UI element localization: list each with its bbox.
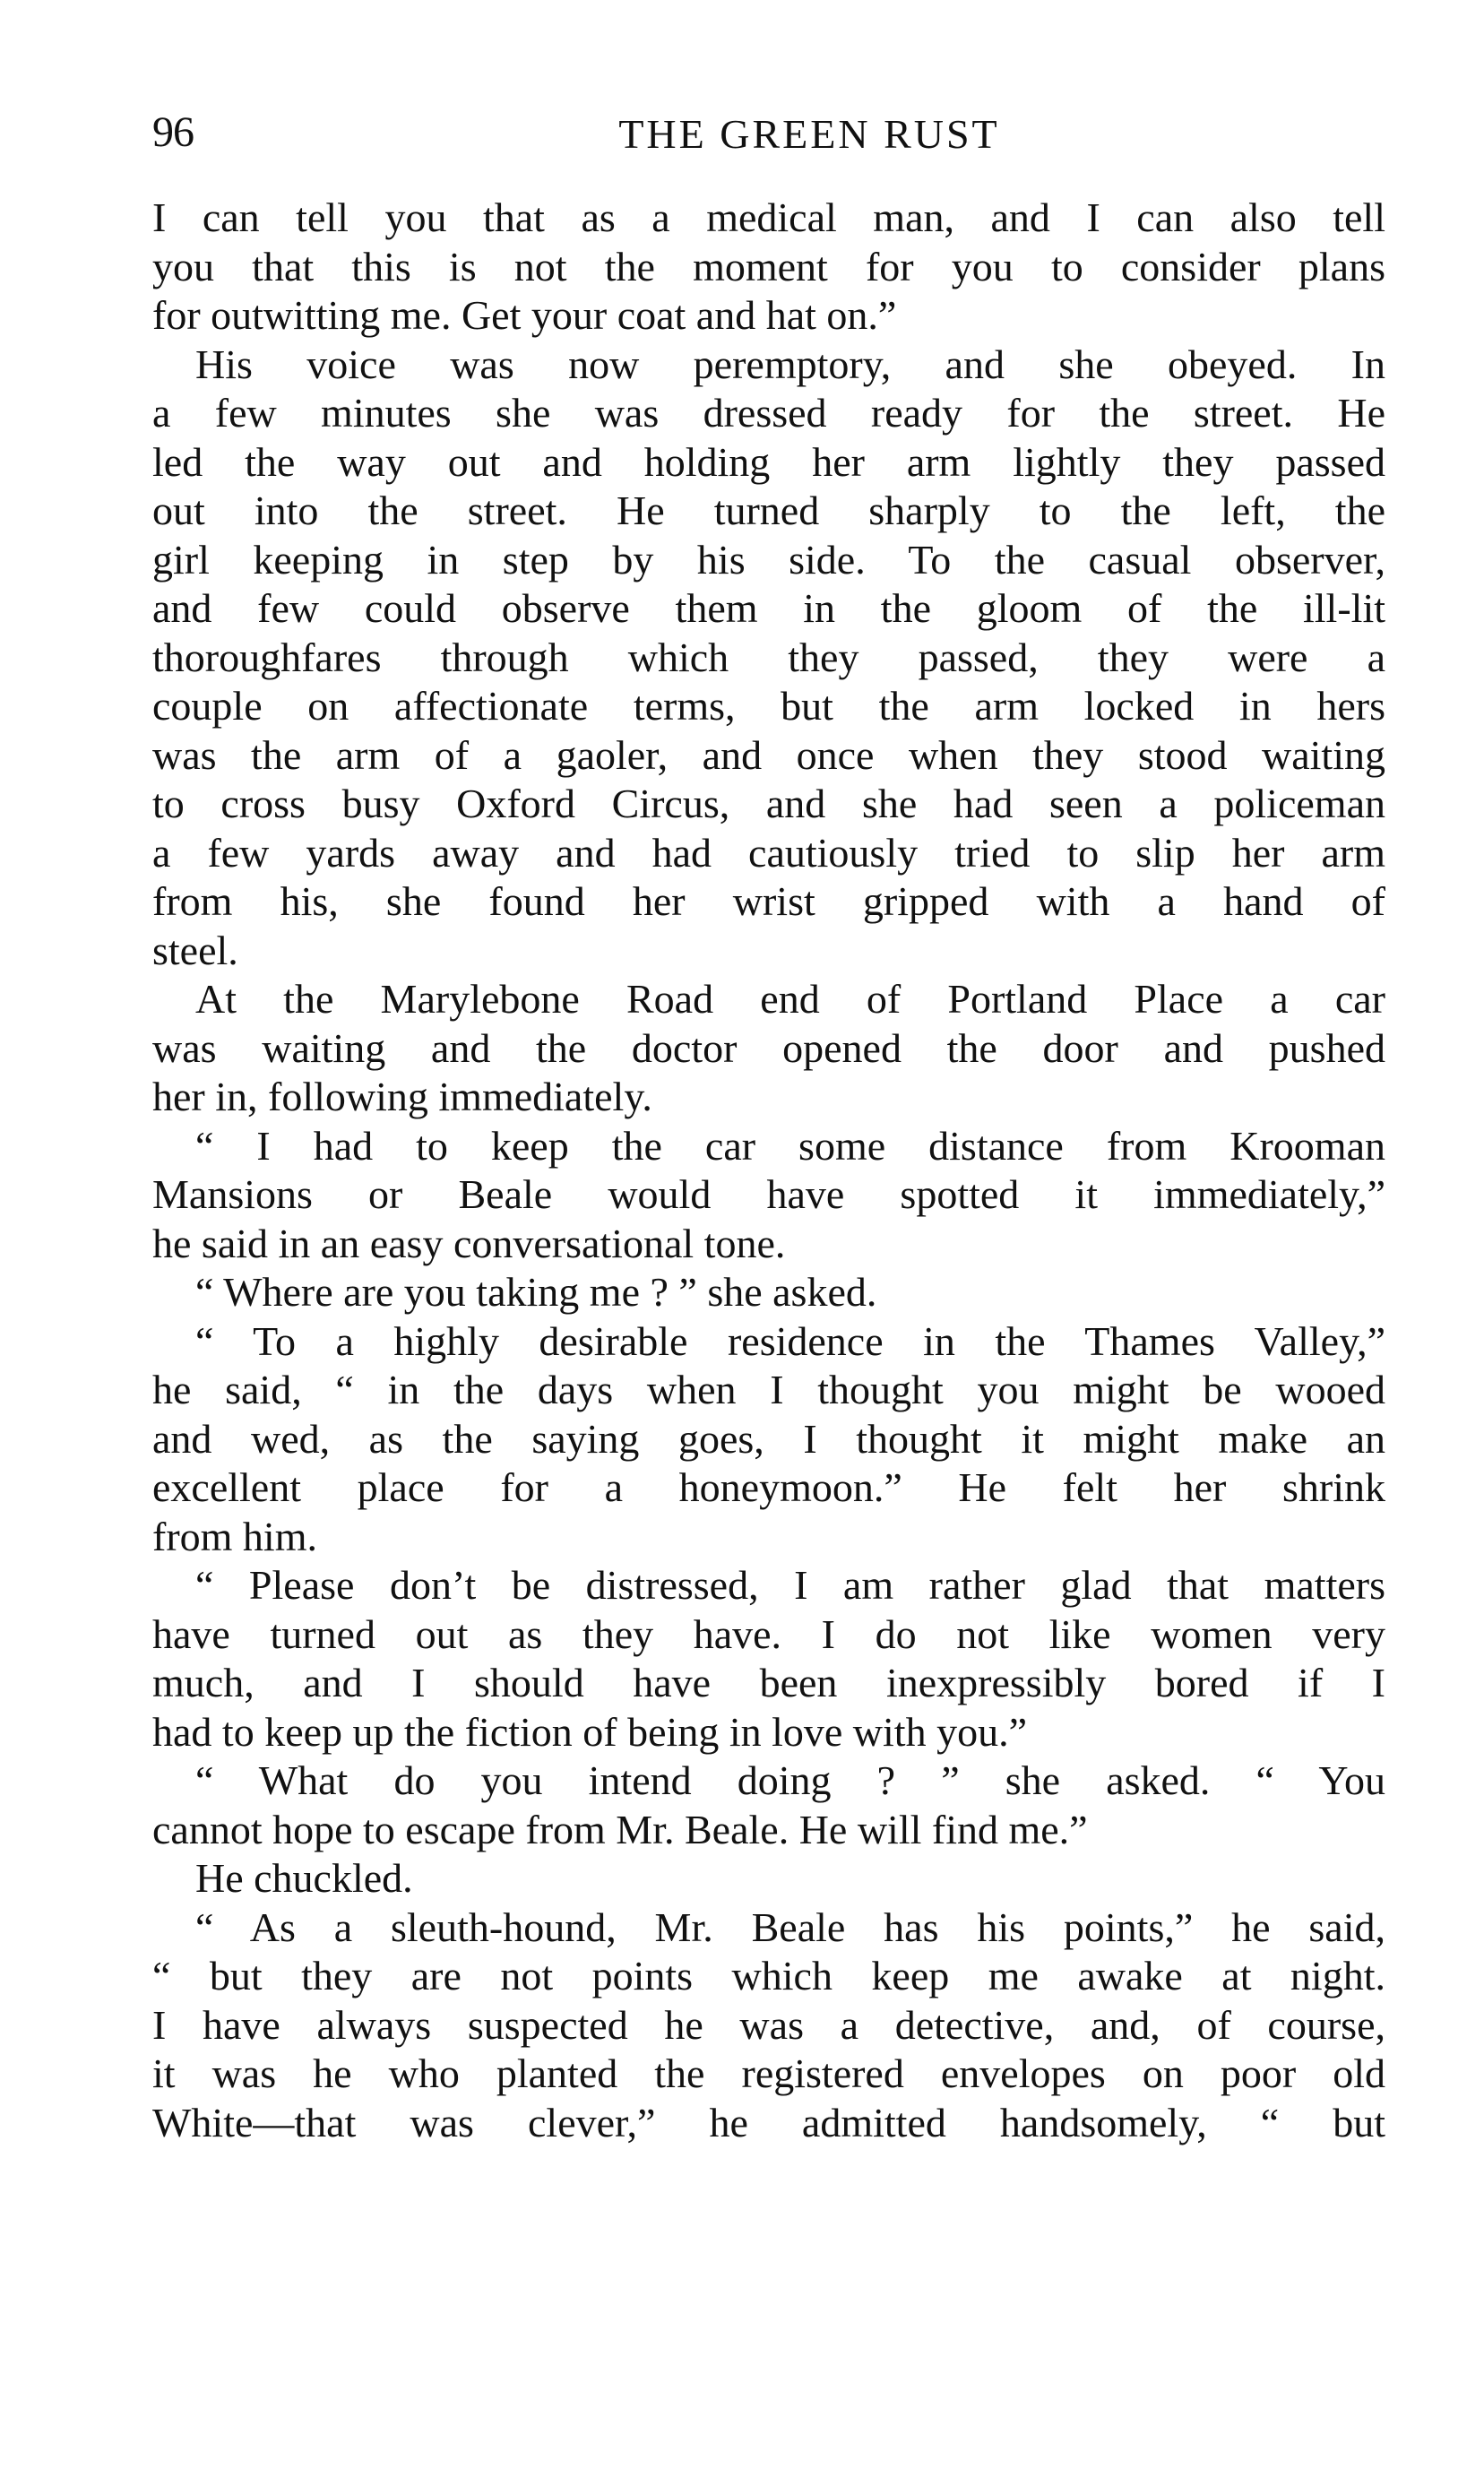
text-line: much, and I should have been inexpressibly bored if I [152,1660,1385,1705]
text-line: a few minutes she was dressed ready for the street. He [152,390,1385,436]
page-number: 96 [152,108,194,156]
text-line: “ but they are not points which keep me awake at night. [152,1953,1385,1998]
text-line: and wed, as the saying goes, I thought it might make an [152,1415,1385,1462]
text-line: His voice was now peremptory, and she obeyed. In [195,341,1385,387]
text-line: from his, she found her wrist gripped with a hand of [152,878,1385,924]
text-line: “ To a highly desirable residence in the Thames Valley,” [195,1317,1385,1364]
text-line: girl keeping in step by his side. To the casual observer, [152,536,1385,583]
text-line: I can tell you that as a medical man, and I can also tell [152,194,1385,240]
text-line: thoroughfares through which they passed, they were a [152,634,1385,680]
text-line: “ What do you intend doing ? ” she asked. “ You [195,1757,1385,1803]
text-line: for outwitting me. Get your coat and hat on.” [152,292,897,338]
text-line: I have always suspected he was a detective, and, of course, [152,2001,1385,2048]
text-line: “ I had to keep the car some distance from Krooman [195,1122,1385,1169]
text-line: he said, “ in the days when I thought you might be wooed [152,1367,1385,1412]
text-line: her in, following immediately. [152,1074,652,1119]
text-line: have turned out as they have. I do not like women very [152,1610,1385,1657]
text-line: you that this is not the moment for you to consider plans [152,243,1385,289]
text-line: was waiting and the doctor opened the door and pushed [152,1024,1385,1071]
text-line: steel. [152,927,238,973]
text-line: White—that was clever,” he admitted handsomely, “ but [152,2099,1385,2145]
text-line: was the arm of a gaoler, and once when they stood waiting [152,731,1385,778]
text-line: he said in an easy conversational tone. [152,1220,786,1266]
page-header [152,97,1385,168]
text-line: excellent place for a honeymoon.” He felt her shrink [152,1464,1385,1510]
text-line: He chuckled. [195,1855,413,1901]
text-line: Mansions or Beale would have spotted it immediately,” [152,1171,1385,1217]
text-line: it was he who planted the registered envelopes on poor old [152,2050,1385,2096]
text-line: out into the street. He turned sharply to the left, the [152,488,1385,533]
text-line: from him. [152,1513,317,1559]
text-line: couple on affectionate terms, but the arm locked in hers [152,683,1385,729]
text-line: and few could observe them in the gloom of the ill-lit [152,585,1385,631]
text-line: to cross busy Oxford Circus, and she had seen a policeman [152,781,1385,826]
text-line: “ As a sleuth-hound, Mr. Beale has his points,” he said, [195,1903,1385,1950]
running-title: THE GREEN RUST [618,111,1000,157]
text-line: “ Where are you taking me ? ” she asked. [195,1269,877,1315]
text-line: “ Please don’t be distressed, I am rather glad that matters [195,1562,1385,1608]
text-line: had to keep up the fiction of being in love with you.” [152,1708,1027,1755]
text-line: At the Marylebone Road end of Portland Place a car [195,976,1385,1022]
text-line: led the way out and holding her arm lightly they passed [152,438,1385,485]
text-line: a few yards away and had cautiously tried to slip her arm [152,829,1385,876]
text-line: cannot hope to escape from Mr. Beale. He will find me.” [152,1806,1088,1852]
body-text [152,194,1385,2147]
